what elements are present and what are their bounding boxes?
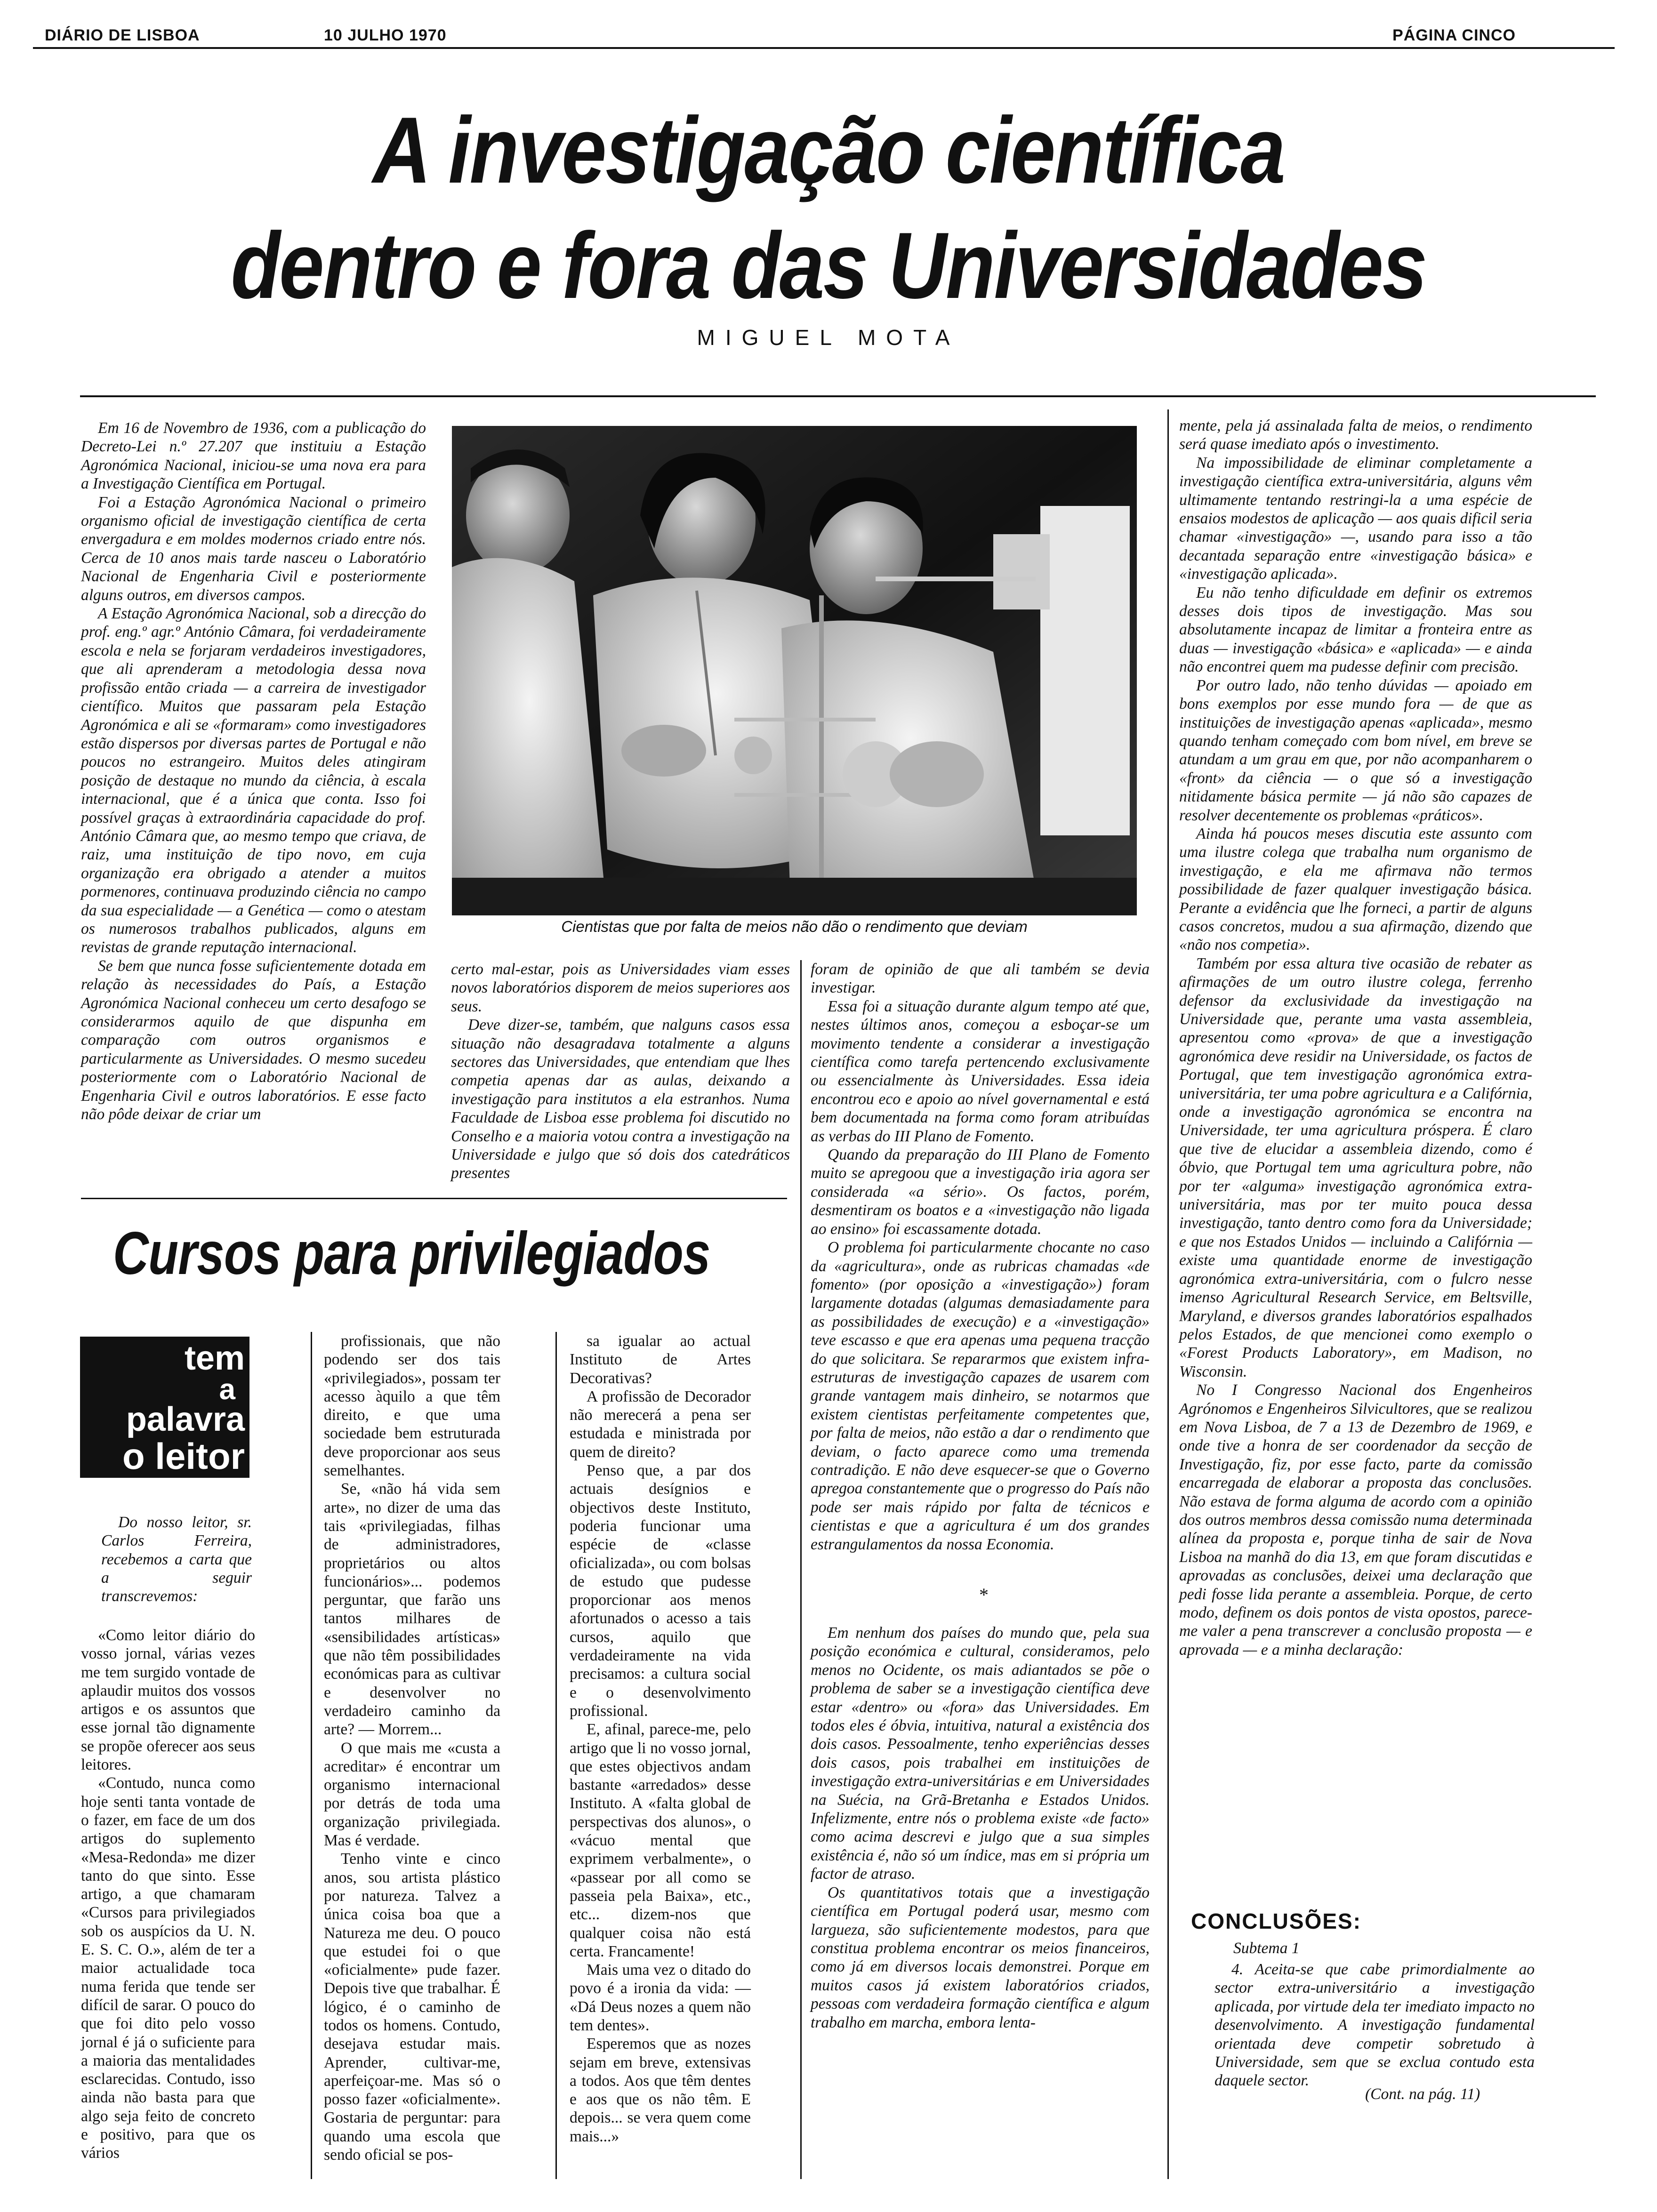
paragraph: «Contudo, nunca como hoje senti tanta vontade de o fazer, em face de um dos artigos do suplemento «Mesa-Redonda» me dizer tanto do que sinto. Esse artigo, a que chamaram «Cursos para privilegiados sob os auspícios da U. N. E. S. C. O.», além de ter a maior actualidade toca numa ferida que tende ser difícil de sarar. O pouco do que foi dito pelo vosso jornal é já o suficiente para a maioria das mentalidades esclarecidas. Contudo, isso ainda não basta para que algo seja feito de concreto e positivo, para que os vários [81,1774,255,2162]
article-column-2 [451,960,790,1200]
column-rule [1167,409,1169,2179]
paragraph: Os quantitativos totais que a investigação científica em Portugal poderá usar, mesmo com largueza, são suficientemente modestos, para que constitua problema encontrar os meios financeiros, como já em diversos locais demonstrei. Porque em muitos casos já existem laboratórios criados, pessoas com verdadeira formação científica e algum trabalho em marcha, embora lenta- [811,1883,1150,2031]
paragraph: Se bem que nunca fosse suficientemente dotada em relação às necessidades do País, a Estação Agronómica Nacional conheceu um certo desafogo se considerarmos aquilo de que dispunha em comparação com outros organismos e particularmente as Universidades. O mesmo sucedeu posteriormente com o Laboratório Nacional de Engenharia Civil e outros laboratórios. E esse facto não pôde deixar de criar um [81,957,426,1123]
paragraph: Por outro lado, não tenho dúvidas — apoiado em bons exemplos por esse mundo fora — de que as instituições de investigação apenas «aplicada», mesmo quando tenham começado com bom nível, em breve se atundam a um grau em que, por não acompanharem o «front» da ciência — o que só a investigação nitidamente básica permite — já não são capazes de resolver decentemente os problemas «práticos». [1179,676,1532,824]
article-column-1 [81,419,426,1127]
paragraph: Quando da preparação do III Plano de Fomento muito se apregoou que a investigação iria agora ser considerada «a sério». Os factos, porém, desmentiram os boatos e a «investigação não ligada ao ensino» foi escassamente dotada. [811,1146,1150,1238]
paragraph: Eu não tenho dificuldade em definir os extremos desses dois tipos de investigação. Mas sou absolutamente incapaz de limitar a fronteira entre as duas — investigação «básica» e «aplicada» — e ainda não encontrei quem ma pudesse definir com precisão. [1179,584,1532,676]
column-rule [555,1332,557,2179]
subtheme-label: Subtema 1 [1233,1940,1300,1957]
paragraph: Também por essa altura tive ocasião de rebater as afirmações de um outro ilustre colega, ferrenho defensor da exclusividade da investigação na Universidade que, perante uma vasta assembleia, apresentou como «prova» de que a investigação agronómica deve residir na Universidade, os factos de Portugal, que tem investigação agronómica extra-universitária, ter uma pobre agricultura e a Califórnia, onde a investigação agronómica se encontra na Universidade, ter uma agricultura próspera. É claro que tive de elucidar a assembleia dizendo, como é óbvio, que Portugal tem uma agricultura pobre, não por ter «alguma» investigação agronómica extra-universitária, mas por ter muito pouca dessa investigação, tanto dentro como fora da Universidade; e que nos Estados Unidos — incluindo a Califórnia — existe uma quantidade enorme de investigação agronómica extra-universitária, com o fulcro nesse imenso Agricultural Research Service, em Beltsville, Maryland, e diversos grandes laboratórios espalhados pelos Estados, de que mencionei como exemplo o «Forest Products Laboratory», em Madison, no Wisconsin. [1179,954,1532,1380]
article-column-4 [1179,417,1532,1915]
paragraph: A Estação Agronómica Nacional, sob a direcção do prof. eng.º agr.º António Câmara, foi verdadeiramente escola e nela se forjaram verdadeiros investigadores, que ali aprenderam a metodologia dessa nova profissão então criada — a carreira de investigador científico. Muitos que passaram pela Estação Agronómica e ali se «formaram» como investigadores estão dispersos por diversas partes de Portugal e não poucos no estrangeiro. Muitos deles atingiram posição de destaque no mundo da ciência, à escala internacional, que é a única que conta. Isso foi possível graças à extraordinária capacidade do prof. António Câmara que, ao mesmo tempo que criava, de raiz, uma instituição de tipo novo, em cuja organização era obrigado a atender a muitos pormenores, continuava produzindo ciência no campo da sua especialidade — a Genética — como o atestam os numerosos trabalhos publicados, alguns em revistas de grande reputação internacional. [81,605,426,956]
section-rule [81,1198,787,1199]
article-column-3 [811,960,1150,1581]
headline-rule [80,395,1596,397]
reader-column-b [324,1332,500,2179]
paragraph: 4. Aceita-se que cabe primordialmente ao sector extra-universitário a investigação aplicada, por virtude dela ter imediato impacto no desenvolvimento. A investigação fundamental orientada deve competir sobretudo à Universidade, sem que se exclua contudo esta daquele sector. [1215,1961,1535,2090]
column-rule [800,960,802,2179]
page-label: PÁGINA CINCO [1392,26,1516,44]
reader-intro [101,1513,252,1621]
paragraph: foram de opinião de que ali também se devia investigar. [811,961,1150,997]
conclusions-heading: CONCLUSÕES: [1191,1909,1361,1933]
conclusion-text [1215,1960,1535,2090]
paragraph: Em nenhum dos países do mundo que, pela sua posição económica e cultural, consideramos, pelo menos no Ocidente, os mais adiantados se põe o problema de saber se a investigação científica deve estar «dentro» ou «fora» das Universidades. Em todos eles é óbvia, intuitiva, natural a existência dos dois casos. Pessoalmente, tenho experiências desses dois casos, pois trabalhei em instituições de investigação extra-universitárias e em Universidades na Suécia, na Grã-Bretanha e Estados Unidos. Infelizmente, entre nós o problema existe «de facto» como acima descrevi e julgo que a sua simples existência é, não só um índice, mas em si própria um factor de atraso. [811,1624,1150,1883]
paragraph: Essa foi a situação durante algum tempo até que, nestes últimos anos, começou a esboçar-se um movimento tendente a considerar a investigação científica como tarefa pertencendo exclusivamente ou essencialmente às Universidades. Essa ideia encontrou eco e apoio ao nível governamental e está bem documentada na forma como foram atribuídas as verbas do III Plano de Fomento. [811,997,1150,1145]
paragraph: Em 16 de Novembro de 1936, com a publicação do Decreto-Lei n.º 27.207 que instituiu a Estação Agronómica Nacional, iniciou-se uma nova era para a Investigação Científica em Portugal. [81,419,426,493]
paragraph: O problema foi particularmente chocante no caso da «agricultura», onde as rubricas chamadas «de fomento» (por oposição a «investigação») foram largamente dotadas (algumas demasiadamente para as possibilidades de execução) e a «investigação» teve escasso e que era apenas uma pequena tracção do que solicitara. Se repararmos que existem infra-estruturas de investigação capazes de usarem com grande vantagem mais dinheiro, se notarmos que existem cientistas perfeitamente competentes que, por falta de meios, não estão a dar o rendimento que deviam, o facto aparece como uma tremenda contradição. E não deve esquecer-se que o Governo apregoa constantemente que o progresso do País não pode ser mais rápido por falta de técnicos e cientistas e que a agricultura é um dos grandes estrangulamentos da nossa Economia. [811,1239,1150,1553]
headline-line-1: A investigação científica [372,98,1285,203]
reader-box-word: palavra [126,1401,245,1438]
continued-note: (Cont. na pág. 11) [1365,2085,1480,2103]
reader-box-word: o leitor [122,1435,245,1477]
reader-box-logo [80,1337,249,1478]
issue-date: 10 JULHO 1970 [324,26,447,44]
paragraph: sa igualar ao actual Instituto de Artes Decorativas? [570,1332,751,1387]
paragraph: Deve dizer-se, também, que nalguns casos essa situação não desagradava totalmente a alguns sectores das Universidades, que entendiam que lhes competia apenas dar as aulas, deixando a investigação para institutos a ela estranhos. Numa Faculdade de Lisboa esse problema foi discutido no Conselho e a maioria votou contra a investigação na Universidade e julgo que só dois dos catedráticos presentes [451,1016,790,1182]
article-photo [452,426,1137,915]
paragraph: Foi a Estação Agronómica Nacional o primeiro organismo oficial de investigação científica de certa envergadura e em moldes modernos criado entre nós. Cerca de 10 anos mais tarde nasceu o Laboratório Nacional de Engenharia Civil e posteriormente alguns outros, em diversos campos. [81,493,426,604]
article-column-3-bottom [811,1624,1150,2179]
paragraph: E, afinal, parece-me, pelo artigo que li no vosso jornal, que estes objectivos andam bastante «arredados» desse Instituto. A «falta global de perspectivas dos alunos», o «vácuo mental que exprimem verbalmente», o «passear por all como se passeia pela Baixa», etc., etc... dizem-nos que qualquer coisa não está certa. Francamente! [570,1721,751,1960]
readers-headline: Cursos para privilegiados [113,1220,710,1287]
paragraph: No I Congresso Nacional dos Engenheiros Agrónomos e Engenheiros Silvicultores, que se realizou em Nova Lisboa, de 7 a 13 de Dezembro de 1969, e onde tive a honra de ser coordenador da secção de Investigação, fiz, por esse facto, parte da comissão encarregada de elaborar a proposta das conclusões. Não estava de forma alguma de acordo com a opinião dos outros membros dessa comissão numa determinada alínea da proposta e, porque tinha de sair de Nova Lisboa na manhã do dia 13, em que foram discutidas e aprovadas as conclusões, deixei uma declaração que pedi fosse lida perante a assembleia. Porque, de certo modo, definem os dois pontos de vista opostos, parece-me valer a pena transcrever a conclusão proposta — e aprovada — e a minha declaração: [1179,1381,1532,1659]
masthead-rule [33,47,1615,49]
headline-line-2: dentro e fora das Universidades [231,213,1426,318]
paragraph: A profissão de Decorador não merecerá a pena ser estudada e ministrada por quem de direito? [570,1387,751,1461]
paragraph: Tenho vinte e cinco anos, sou artista plástico por natureza. Talvez a única coisa boa que a Natureza me deu. O pouco que estudei foi o que «oficialmente» pude fazer. Depois tive que trabalhar. É lógico, é o caminho de todos os homens. Contudo, desejava estudar mais. Aprender, cultivar-me, aperfeiçoar-me. Mas só o posso fazer «oficialmente». Gostaria de perguntar: para quando uma escola que sendo oficial se pos- [324,1850,500,2164]
paragraph: O que mais me «custa a acreditar» é encontrar um organismo internacional por detrás de toda uma organização privilegiada. Mas é verdade. [324,1739,500,1850]
section-asterisk: * [979,1584,989,1605]
reader-box-word: tem [184,1339,245,1377]
reader-column-c [570,1332,751,2179]
reader-box-word: a [219,1373,235,1406]
paragraph: Ainda há poucos meses discutia este assunto com uma ilustre colega que trabalha num organismo de investigação, e ela me afirmava não termos possibilidade de fazer qualquer investigação básica. Perante a evidência que lhe forneci, a partir de alguns casos concretos, mudou a sua afirmação, dizendo que «não nos competia». [1179,825,1532,954]
paragraph: Se, «não há vida sem arte», no dizer de uma das tais «privilegiadas, filhas de administradores, proprietários ou altos funcionários»... podemos perguntar, que farão uns tantos milhares de «sensibilidades artísticas» que não têm possibilidades económicas para as cultivar e desenvolver no verdadeiro caminho da arte? — Morrem... [324,1480,500,1739]
paragraph: Penso que, a par dos actuais desígnios e objectivos deste Instituto, poderia funcionar uma espécie de «classe oficializada», ou com bolsas de estudo que pudesse proporcionar aos menos afortunados o acesso a tais cursos, aquilo que verdadeiramente na vida precisamos: a cultura social e o desenvolvimento profissional. [570,1462,751,1720]
photo-caption: Cientistas que por falta de meios não dão o rendimento que deviam [561,918,1028,935]
paragraph: Esperemos que as nozes sejam em breve, extensivas a todos. Aos que têm dentes e aos que os não têm. E depois... se vera quem come mais...» [570,2035,751,2145]
byline: MIGUEL MOTA [697,325,960,350]
paragraph: mente, pela já assinalada falta de meios, o rendimento será quase imediato após o investimento. [1179,417,1532,453]
newspaper-name: DIÁRIO DE LISBOA [45,26,200,44]
paragraph: Mais uma vez o ditado do povo é a ironia da vida: — «Dá Deus nozes a quem não tem dentes». [570,1961,751,2034]
paragraph: Do nosso leitor, sr. Carlos Ferreira, recebemos a carta que a seguir transcrevemos: [101,1514,252,1605]
paragraph: «Como leitor diário do vosso jornal, várias vezes me tem surgido vontade de aplaudir muitos dos vossos artigos e os assuntos que esse jornal tão dignamente se propõe oferecer aos seus leitores. [81,1627,255,1774]
paragraph: profissionais, que não podendo ser dos tais «privilegiados», possam ter acesso àquilo a que têm direito, e que uma sociedade bem estruturada deve proporcionar aos seus semelhantes. [324,1332,500,1480]
paragraph: Na impossibilidade de eliminar completamente a investigação científica extra-universitária, alguns vêm ultimamente tentando restringi-la a uma espécie de ensaios modestos de aplicação — aos quais dificil seria chamar «investigação» —, usando para isso a tão decantada separação entre «investigação básica» e «investigação aplicada». [1179,454,1532,583]
scientists-photo [452,426,1137,915]
paragraph: certo mal-estar, pois as Universidades viam esses novos laboratórios disporem de meios superiores aos seus. [451,961,790,1015]
reader-column-a [81,1626,255,2177]
column-rule [311,1332,312,2179]
